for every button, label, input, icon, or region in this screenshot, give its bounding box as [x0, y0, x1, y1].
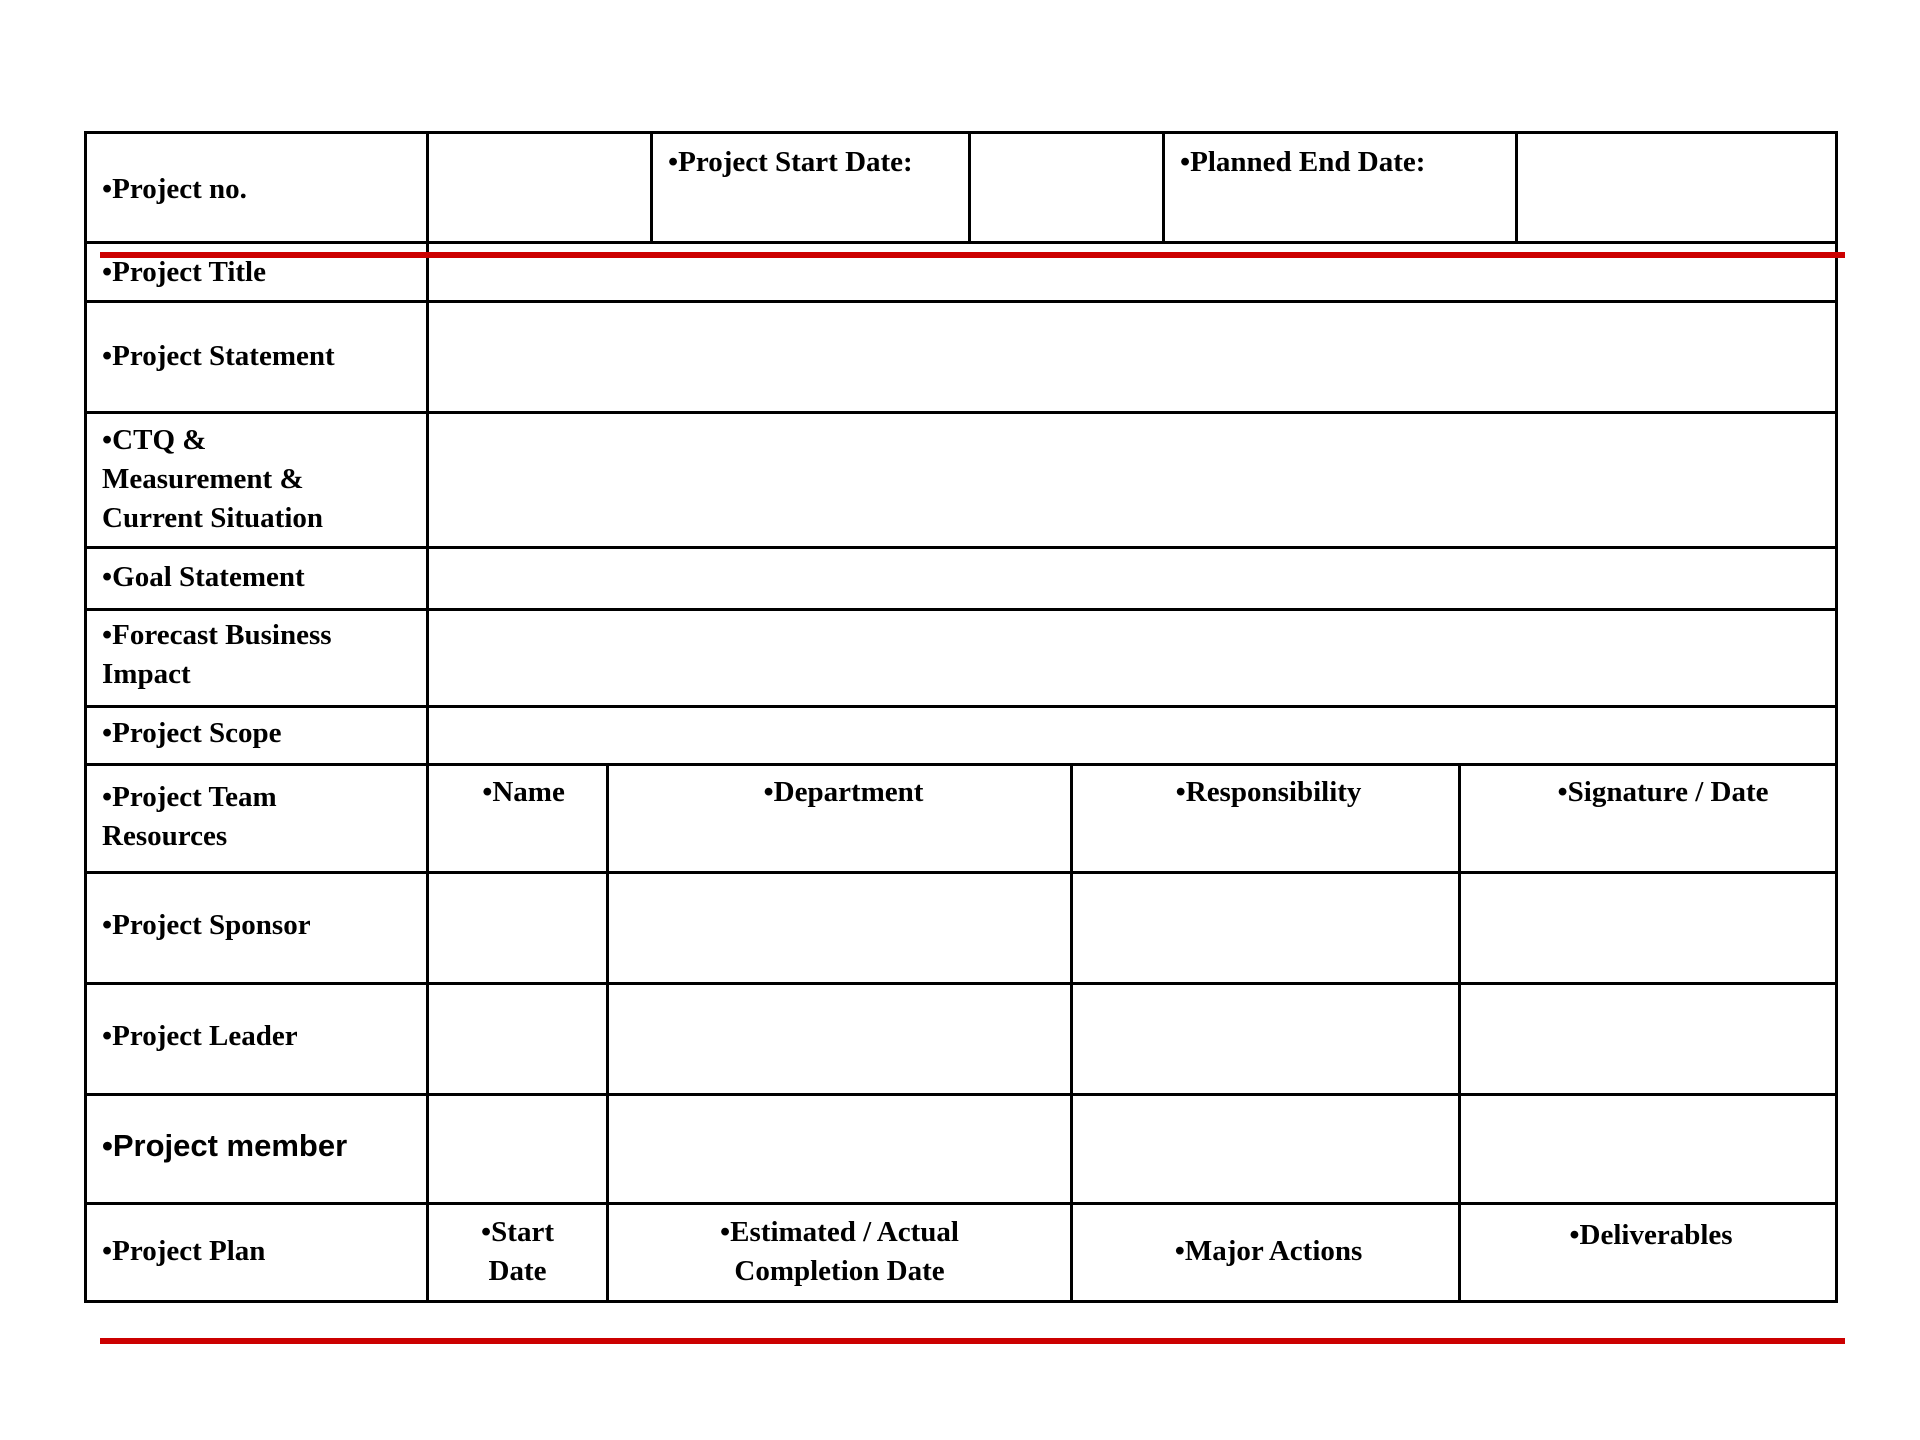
project-title-label: •Project Title: [102, 256, 266, 288]
project-scope-label: •Project Scope: [102, 717, 282, 749]
member-signature-cell[interactable]: [1461, 1096, 1835, 1202]
leader-name-cell[interactable]: [429, 985, 606, 1093]
team-label-line-1: •Project Team: [102, 781, 277, 813]
ctq-label-line-1: •CTQ &: [102, 424, 207, 456]
ctq-label-line-2: Measurement &: [102, 463, 304, 495]
plan-start-line-2: Date: [488, 1255, 547, 1287]
plan-completion-date-header: [609, 1213, 1070, 1291]
member-department-cell[interactable]: [609, 1096, 1070, 1202]
table-border-left: [84, 131, 87, 1303]
leader-department-cell[interactable]: [609, 985, 1070, 1093]
column-divider: [650, 131, 653, 243]
project-plan-label: •Project Plan: [102, 1235, 266, 1267]
column-header-responsibility: •Responsibility: [1175, 776, 1362, 808]
forecast-label-line-1: •Forecast Business: [102, 619, 332, 651]
goal-statement-label: •Goal Statement: [102, 561, 305, 593]
forecast-business-impact-value-cell[interactable]: [429, 611, 1835, 705]
ctq-label: [102, 421, 323, 538]
plan-completion-line-1: •Estimated / Actual: [720, 1216, 959, 1248]
plan-major-actions-header: •Major Actions: [1174, 1235, 1363, 1267]
team-label-line-2: Resources: [102, 820, 228, 852]
table-border-bottom: [84, 1300, 1838, 1303]
plan-completion-line-2: Completion Date: [734, 1255, 945, 1287]
column-header-department: •Department: [763, 776, 924, 808]
goal-statement-value-cell[interactable]: [429, 549, 1835, 608]
plan-start-line-1: •Start: [481, 1216, 554, 1248]
project-leader-label: •Project Leader: [102, 1020, 298, 1052]
project-no-label: •Project no.: [102, 173, 247, 205]
forecast-label-line-2: Impact: [102, 658, 191, 690]
project-statement-value-cell[interactable]: [429, 303, 1835, 411]
ctq-value-cell[interactable]: [429, 414, 1835, 546]
leader-responsibility-cell[interactable]: [1073, 985, 1458, 1093]
red-rule-bottom: [100, 1338, 1845, 1344]
sponsor-responsibility-cell[interactable]: [1073, 874, 1458, 982]
project-sponsor-label: •Project Sponsor: [102, 909, 311, 941]
project-member-label: •Project member: [102, 1128, 348, 1163]
plan-start-date-header: [429, 1213, 606, 1291]
column-header-name: •Name: [482, 776, 565, 808]
column-divider: [1162, 131, 1165, 243]
planned-end-date-value-cell[interactable]: [1518, 134, 1835, 241]
ctq-label-line-3: Current Situation: [102, 502, 324, 534]
project-title-value-cell[interactable]: [429, 244, 1835, 300]
leader-signature-cell[interactable]: [1461, 985, 1835, 1093]
forecast-business-impact-label: [102, 616, 332, 694]
member-responsibility-cell[interactable]: [1073, 1096, 1458, 1202]
project-scope-value-cell[interactable]: [429, 708, 1835, 763]
project-no-value-cell[interactable]: [429, 134, 650, 241]
table-border-right: [1835, 131, 1838, 1303]
sponsor-signature-cell[interactable]: [1461, 874, 1835, 982]
sponsor-name-cell[interactable]: [429, 874, 606, 982]
row-divider: [84, 1202, 1838, 1205]
project-statement-label: •Project Statement: [102, 340, 335, 372]
row-divider: [84, 763, 1838, 766]
sponsor-department-cell[interactable]: [609, 874, 1070, 982]
project-team-resources-label: [102, 778, 277, 856]
planned-end-date-label: •Planned End Date:: [1180, 146, 1426, 178]
project-start-date-value-cell[interactable]: [971, 134, 1162, 241]
column-header-signature-date: •Signature / Date: [1557, 776, 1769, 808]
plan-deliverables-header: •Deliverables: [1569, 1219, 1733, 1251]
project-start-date-label: •Project Start Date:: [668, 146, 913, 178]
member-name-cell[interactable]: [429, 1096, 606, 1202]
